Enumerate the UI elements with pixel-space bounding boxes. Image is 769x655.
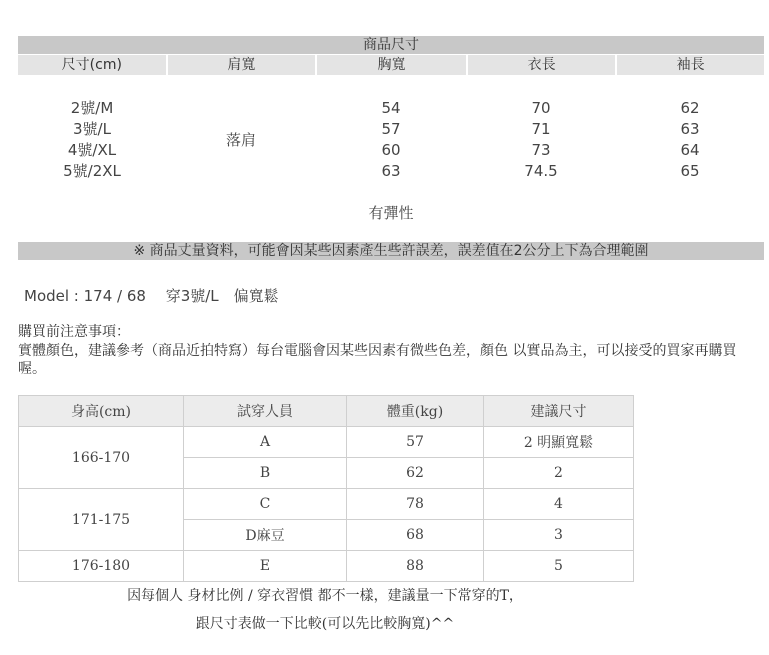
chest-value: 54	[381, 99, 401, 117]
length-value: 71	[531, 120, 551, 138]
person-cell: B	[184, 458, 347, 489]
size-column	[18, 98, 166, 182]
header-length: 衣長	[468, 55, 616, 75]
size-cell: 4	[484, 489, 634, 520]
size-table-header	[18, 55, 764, 75]
person-cell: E	[184, 551, 347, 582]
sleeve-value: 62	[680, 99, 700, 117]
height-cell: 176-180	[19, 551, 184, 582]
height-cell: 171-175	[19, 489, 184, 551]
header-size: 尺寸(cm)	[18, 55, 166, 75]
height-cell: 166-170	[19, 427, 184, 489]
size-cell: 5	[484, 551, 634, 582]
header-shoulder: 肩寬	[168, 55, 316, 75]
size-cell: 3	[484, 520, 634, 551]
length-value: 74.5	[524, 162, 558, 180]
chest-value: 63	[381, 162, 401, 180]
sleeve-value: 63	[680, 120, 700, 138]
footer-line-1: 因每個人 身材比例 / 穿衣習慣 都不一樣，建議量一下常穿的T，	[127, 588, 523, 604]
size-label: 4號/XL	[67, 141, 117, 159]
header-chest: 胸寬	[317, 55, 466, 75]
weight-cell: 68	[347, 520, 484, 551]
elastic-note: 有彈性	[368, 204, 414, 222]
table-row	[19, 489, 634, 520]
purchase-note-body: 實體顏色，建議參考（商品近拍特寫）每台電腦會因某些因素有微些色差，顏色 以實品為主，可以接受的買家再購買喔。	[18, 343, 737, 377]
header-height: 身高(cm)	[19, 396, 184, 427]
size-table-title: 商品尺寸	[18, 36, 764, 54]
chest-value: 60	[381, 141, 401, 159]
weight-cell: 88	[347, 551, 484, 582]
size-label: 3號/L	[73, 120, 111, 138]
purchase-note-title: 購買前注意事項：	[18, 324, 130, 340]
size-label: 5號/2XL	[63, 162, 121, 180]
header-suggested-size: 建議尺寸	[484, 396, 634, 427]
weight-cell: 78	[347, 489, 484, 520]
table-row	[19, 551, 634, 582]
length-value: 73	[531, 141, 551, 159]
size-cell: 2 明顯寬鬆	[484, 427, 634, 458]
sleeve-value: 64	[680, 141, 700, 159]
size-table-body	[18, 98, 764, 182]
chest-column	[316, 98, 466, 182]
weight-cell: 62	[347, 458, 484, 489]
shoulder-column	[166, 98, 316, 182]
length-value: 70	[531, 99, 551, 117]
table-row	[19, 427, 634, 458]
person-cell: C	[184, 489, 347, 520]
size-cell: 2	[484, 458, 634, 489]
person-cell: D麻豆	[184, 520, 347, 551]
measurement-notice: ※ 商品丈量資料，可能會因某些因素產生些許誤差，誤差值在2公分上下為合理範圍	[18, 242, 764, 260]
sleeve-column	[616, 98, 764, 182]
header-weight: 體重(kg)	[347, 396, 484, 427]
size-label: 2號/M	[70, 99, 114, 117]
model-info: Model : 174 / 68 穿3號/L 偏寬鬆	[24, 287, 279, 305]
weight-cell: 57	[347, 427, 484, 458]
footer-line-2: 跟尺寸表做一下比較(可以先比較胸寬)^^	[195, 616, 455, 632]
trial-table	[18, 395, 634, 582]
header-sleeve: 袖長	[617, 55, 764, 75]
sleeve-value: 65	[680, 162, 700, 180]
header-person: 試穿人員	[184, 396, 347, 427]
shoulder-value: 落肩	[225, 130, 256, 149]
person-cell: A	[184, 427, 347, 458]
trial-table-header	[19, 396, 634, 427]
chest-value: 57	[381, 120, 401, 138]
length-column	[466, 98, 616, 182]
